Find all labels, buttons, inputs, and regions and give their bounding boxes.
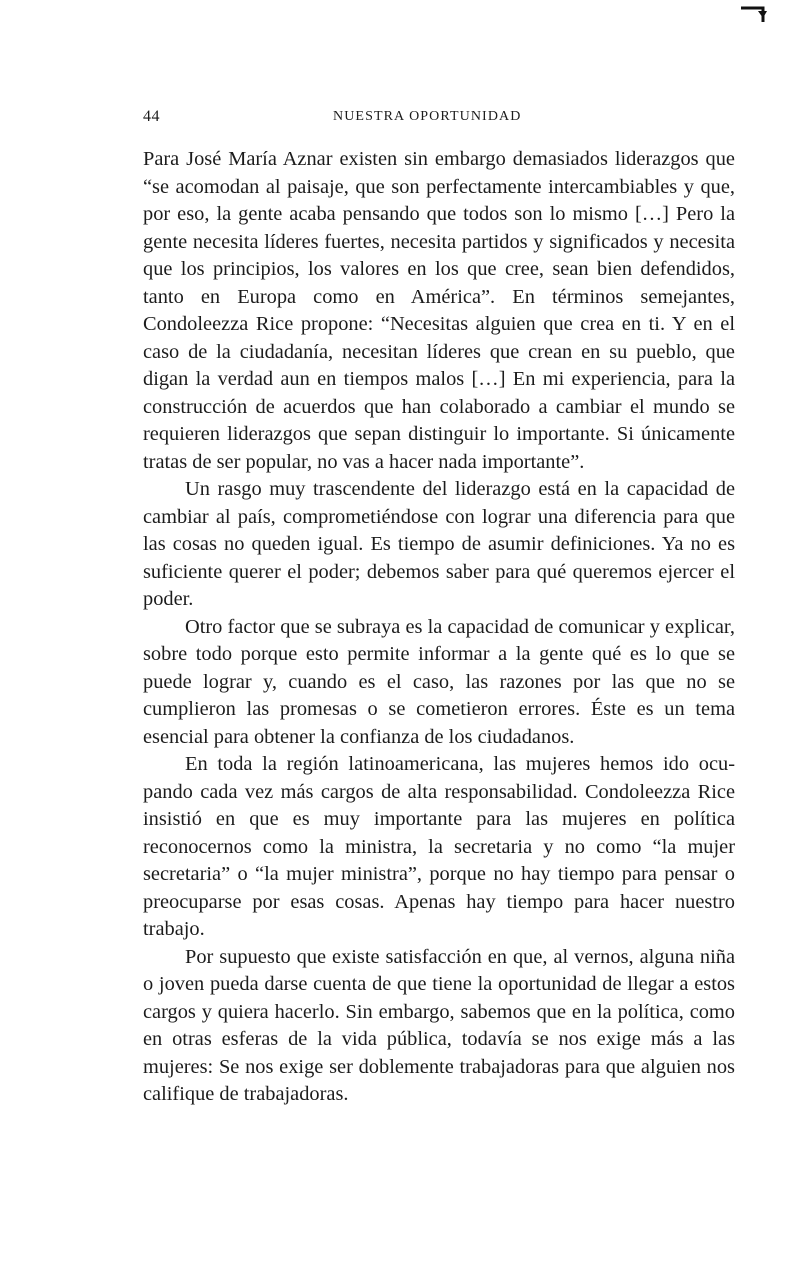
paragraph: Un rasgo muy trascendente del liderazgo está en la capacidad de cambiar al país, comprometiéndose con lograr una diferencia para que las cosas no queden igual. Es tiempo de asumir definiciones. Ya no es suficiente querer el poder; debemos saber para qué queremos ejercer el poder.: [143, 478, 735, 610]
running-title: NUESTRA OPORTUNIDAD: [333, 109, 522, 124]
paragraph: Otro factor que se subraya es la capacidad de comunicar y explicar, sobre todo porque esto permite informar a la gente qué es lo que se puede lograr y, cuando es el caso, las razones por las que no se cumplieron las promesas o se cometieron errores. Éste es un tema esencial para obtener la confianza de los ciudadanos.: [143, 615, 735, 748]
page-header: [143, 108, 735, 130]
body-text: [143, 146, 735, 1109]
paragraph: Por supuesto que existe satisfacción en que, al vernos, alguna niña o joven pueda darse cuenta de que tiene la oportunidad de llegar a estos cargos y quiera hacerlo. Sin embargo, sabemos que en la política, como en otras esferas de la vida pública, todavía se nos exige más a las mujeres: Se nos exige ser doblemente trabajadoras para que alguien nos califique de trabajadoras.: [143, 945, 735, 1105]
paragraph: Para José María Aznar existen sin embargo demasiados liderazgos que “se acomodan al paisaje, que son perfectamente intercambiables y que, por eso, la gente acaba pensando que todos son lo mismo […] Pero la gente necesita líderes fuertes, necesita partidos y significados y necesita que los principios, los valores en los que cree, sean bien defendidos, tanto en Europa como en América”. En términos semejantes, Condoleezza Rice propone: “Necesitas alguien que crea en ti. Y en el caso de la ciudadanía, necesitan líderes que crean en su pueblo, que digan la verdad aun en tiempos malos […] En mi experiencia, para la construcción de acuerdos que han colaborado a cambiar el mundo se requieren liderazgos que sepan distinguir lo importante. Si únicamente tratas de ser popular, no vas a hacer nada importante”.: [143, 148, 735, 473]
corner-crop-mark: [741, 6, 767, 22]
page-number: 44: [143, 108, 160, 125]
paragraph: En toda la región latinoamericana, las mujeres hemos ido ocupando cada vez más cargos de alta responsabilidad. Condoleezza Rice insistió en que es muy importante para las mujeres en política reconocernos como la ministra, la secretaria y no como “la mujer secretaria” o “la mujer ministra”, porque no hay tiempo para pensar o preocuparse por esas cosas. Apenas hay tiempo para hacer nuestro trabajo.: [143, 753, 735, 940]
